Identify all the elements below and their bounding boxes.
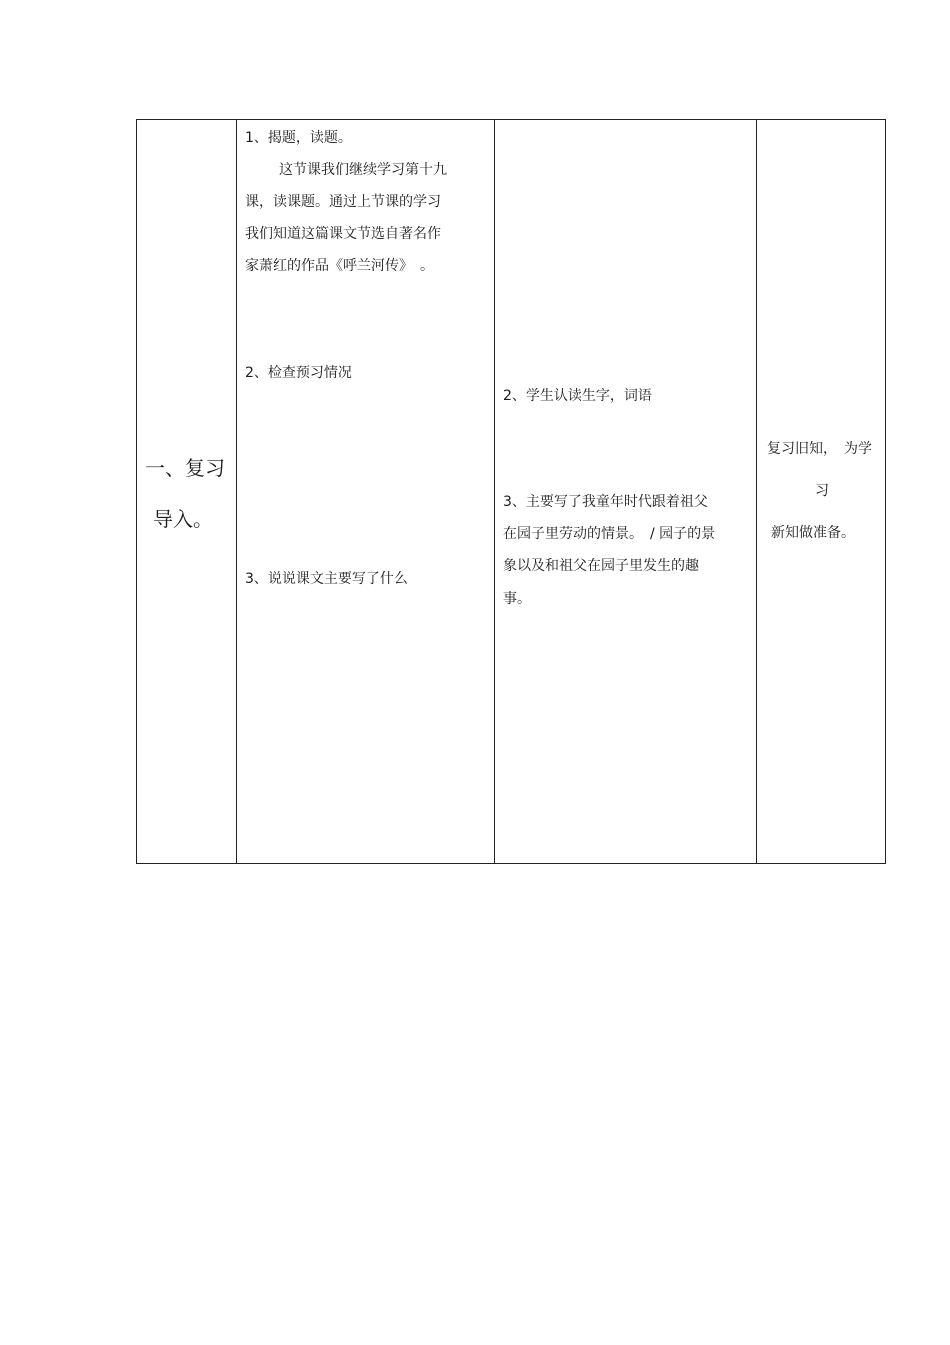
teacher-step2: 2、检查预习情况 — [245, 365, 352, 381]
stage-title-line2: 导入。 — [153, 507, 213, 531]
teacher-step1-line: 课，读课题。通过上节课的学习 — [245, 194, 441, 210]
purpose-line2: 习 — [815, 483, 829, 499]
column-divider — [236, 120, 237, 863]
teacher-step1-line: 我们知道这篇课文节选自著名作 — [245, 226, 441, 242]
student-step3-line: 事。 — [503, 591, 531, 607]
column-divider — [756, 120, 757, 863]
student-step3-line: 在园子里劳动的情景。 / 园子的景 — [503, 526, 716, 542]
student-step3-line: 象以及和祖父在园子里发生的趣 — [503, 558, 699, 574]
teacher-step1-line: 这节课我们继续学习第十九 — [279, 162, 447, 178]
student-step2: 2、学生认读生字，词语 — [503, 388, 652, 404]
teacher-step1-heading: 1、揭题，读题。 — [245, 130, 352, 146]
purpose-line3: 新知做准备。 — [771, 525, 855, 541]
teacher-step3: 3、说说课文主要写了什么 — [245, 571, 408, 587]
stage-title-line1: 一、复习 — [145, 456, 225, 480]
lesson-plan-table — [136, 119, 886, 864]
teacher-step1-line: 家萧红的作品《呼兰河传》 。 — [245, 258, 434, 274]
student-step3-line: 3、主要写了我童年时代跟着祖父 — [503, 494, 708, 510]
purpose-line1: 复习旧知， 为学 — [767, 441, 872, 457]
column-divider — [494, 120, 495, 863]
